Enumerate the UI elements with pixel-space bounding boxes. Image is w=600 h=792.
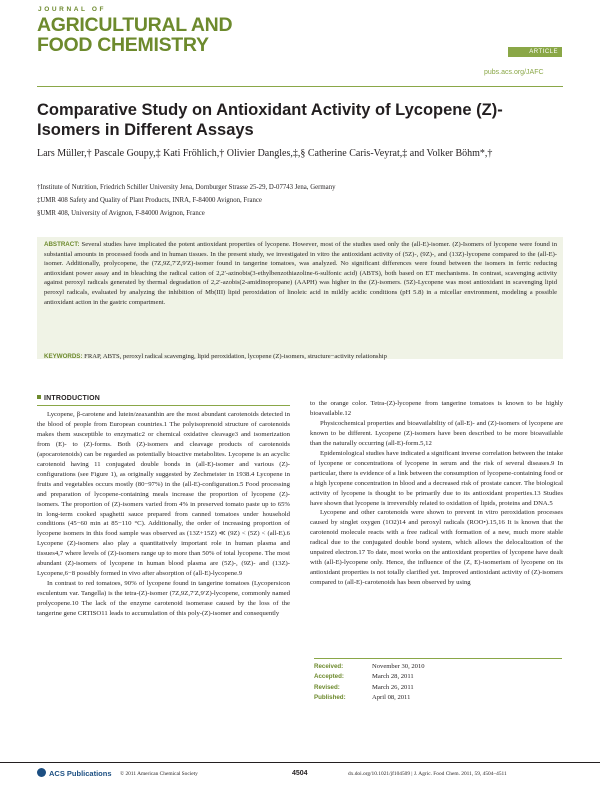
section-heading-introduction: INTRODUCTION <box>37 395 100 402</box>
journal-name-line2: FOOD CHEMISTRY <box>37 34 209 56</box>
page-number: 4504 <box>292 770 308 777</box>
affiliation-2: ‡UMR 408 Safety and Quality of Plant Products, INRA, F-84000 Avignon, France <box>37 197 262 204</box>
right-column <box>310 399 563 588</box>
abstract-text: Several studies have implicated the potent antioxidant properties of lycopene. However, most of the studies used only the (all-E)-isomer. (Z)-Isomers of lycopene were found in substantial amounts in processed foods and in human tissues. In the present study, we investigated in vitro the antioxidant activity of (5Z)-, (9Z)-, and (13Z)-lycopene compared to the (all-E)-isomer. Additionally, prolycopene, the (7Z,9Z,7′Z,9′Z)-isomer found in tangerine tomatoes, was analyzed. No significant differences were found between the isomers in ferric reducing antioxidant power assay and in bleaching the radical cation of 2,2′-azinobis(3-ethylbenzothiazoline-6-sulfonic acid) (ABTS), both based on ET mechanisms. In contrast, scavenging activity against peroxyl radicals generated by thermal degradation of 2,2′-azobis(2-amidinopropane) (AAPH) was higher in the (Z)-isomers. (5Z)-Lycopene was most antioxidant in scavenging lipid peroxyl radicals, evaluated by analyzing the inhibition of Mb(III) lipid peroxidation of linoleic acid in mildly acidic conditions (pH 5.8) in a micellar environment, modeling a possible antioxidant action in the gastric compartment. <box>44 241 557 306</box>
date-published: Published: April 08, 2011 <box>314 694 411 702</box>
left-column <box>37 410 290 619</box>
paragraph: In contrast to red tomatoes, 90% of lycopene found in tangerine tomatoes (Lycopersicon esculentum var. Tangella) is the tetra-(Z)-isomer (7Z,9Z,7′Z,9′Z)-lycopene, commonly named prolycopene.10 The lack of the enzyme carotenoid isomerase caused by the loss of the tangerine gene CRTISO11 leads to accumulation of this poly-(Z)-isomer and consequently <box>37 580 290 618</box>
article-dates <box>314 662 425 704</box>
date-received: Received: November 30, 2010 <box>314 663 425 670</box>
section-divider <box>37 405 290 406</box>
journal-name-line1: AGRICULTURAL AND <box>37 14 233 36</box>
abstract <box>44 240 557 307</box>
acs-logo-icon <box>37 768 46 777</box>
journal-url-link[interactable]: pubs.acs.org/JAFC <box>484 69 544 76</box>
footer-divider <box>0 762 600 763</box>
date-accepted: Accepted: March 28, 2011 <box>314 673 414 681</box>
keywords-label: KEYWORDS: <box>44 353 83 360</box>
author-list: Lars Müller,† Pascale Goupy,‡ Kati Fröhlich,† Olivier Dangles,‡,§ Catherine Caris-Veyrat,‡ and Volker Böhm*,† <box>37 148 493 159</box>
keywords-text: FRAP, ABTS, peroxyl radical scavenging, lipid peroxidation, lycopene (Z)-isomers, structure−activity relationship <box>84 353 387 360</box>
section-bullet-icon <box>37 395 41 399</box>
copyright-notice: © 2011 American Chemical Society <box>120 771 198 777</box>
journal-name-prefix: JOURNAL OF <box>38 6 107 13</box>
doi-citation[interactable]: dx.doi.org/10.1021/jf104509 | J. Agric. Food Chem. 2011, 59, 4504–4511 <box>348 771 507 777</box>
article-type-badge: ARTICLE <box>508 47 562 57</box>
header-divider <box>37 86 563 87</box>
paragraph: Lycopene, β-carotene and lutein/zeaxanthin are the most abundant carotenoids detected in the blood of people from European countries.1 The polyisoprenoid structure of carotenoids makes them susceptible to enzymatic2 or chemical oxidative cleavage3 and isomerization from (E)- to (Z)-forms. Both (Z)-isomers and cleavage products of carotenoids (apocarotenoids) can be regarded as potentially bioactive metabolites. Lycopene is an acyclic carotenoid having 11 conjugated double bonds in (all-E)-isomer and various (Z)-configurations (see Figure 1), as originally suggested by Zechmeister in 1938.4 Lycopene in fruits and vegetables occurs mostly (80−97%) in the (all-E)-configuration.5 Food processing and preparation of lycopene-containing meals increase the proportion of lycopene (Z)-isomers. The proportion of (Z)-isomers varied from 4% in preserved tomato paste up to 65% in long-term cooked spaghetti sauce prepared from canned tomatoes under household conditions (45−60 min at 85−110 °C). Additionally, the order of increasing proportion of lycopene isomers in this food sample was observed as (13Z+15Z) ≪ (9Z) < (5Z) < (all-E).6 Lycopene (Z)-isomers also play a quantitatively important role in human plasma and tissues4,7 where levels of (Z)-isomers range up to more than 50% of total lycopene. The most abundant (Z)-isomers of lycopene in human blood plasma are (5Z)-, (9Z)- and (13Z)-Lycopene,6−8 possibly formed in vivo after absorption of (all-E)-lycopene.9 <box>37 411 290 578</box>
affiliation-3: §UMR 408, University of Avignon, F-84000 Avignon, France <box>37 210 205 217</box>
paragraph: Epidemiological studies have indicated a significant inverse correlation between the intake of lycopene or concentrations of lycopene in serum and the risk of several diseases.9 In particular, there is evidence of a link between the consumption of lycopene-containing food or a high lycopene concentration in blood and a decreased risk of prostate cancer. The biological activity of lycopene is thought to be primarily due to its antioxidant properties.13 Studies have shown that lycopene is irreversibly related to oxidation of lipids, proteins and DNA.5 <box>310 449 563 507</box>
publisher-logo[interactable]: ACS Publications <box>37 768 112 778</box>
paragraph: to the orange color. Tetra-(Z)-lycopene from tangerine tomatoes is known to be highly bioavailable.12 <box>310 400 563 417</box>
affiliation-1: †Institute of Nutrition, Friedrich Schiller University Jena, Dornburger Strasse 25-29, D-07743 Jena, Germany <box>37 184 336 191</box>
date-revised: Revised: March 26, 2011 <box>314 683 414 691</box>
paragraph: Physicochemical properties and bioavailability of (all-E)- and (Z)-isomers of lycopene are known to be different. Lycopene (Z)-isomers have been described to be more bioavailable than the naturally occurring (all-E)-form.5,12 <box>310 419 563 447</box>
article-title: Comparative Study on Antioxidant Activity of Lycopene (Z)-Isomers in Different Assays <box>37 101 503 139</box>
abstract-label: ABSTRACT: <box>44 241 80 248</box>
paragraph: Lycopene and other carotenoids were shown to prevent in vitro peroxidation processes caused by singlet oxygen (1O2)14 and peroxyl radicals (ROO•).15,16 It is known that the carotenoid molecule reacts with a free radical with formation of a new, much more stable radical due to the conjugated double bond system, which allows the delocalization of the unpaired electron.17 To date, most works on the antioxidant properties of lycopene have dealt with (all-E)-lycopene only. Hence, the influence of the (Z, E)-isomerism of lycopene on its antioxidant properties is not totally clarified yet. Improved antioxidant activity of (Z)-isomers compared to (all-E)-carotenoids has been observed by using <box>310 509 563 587</box>
dates-top-rule <box>314 658 562 659</box>
keywords <box>44 352 557 362</box>
